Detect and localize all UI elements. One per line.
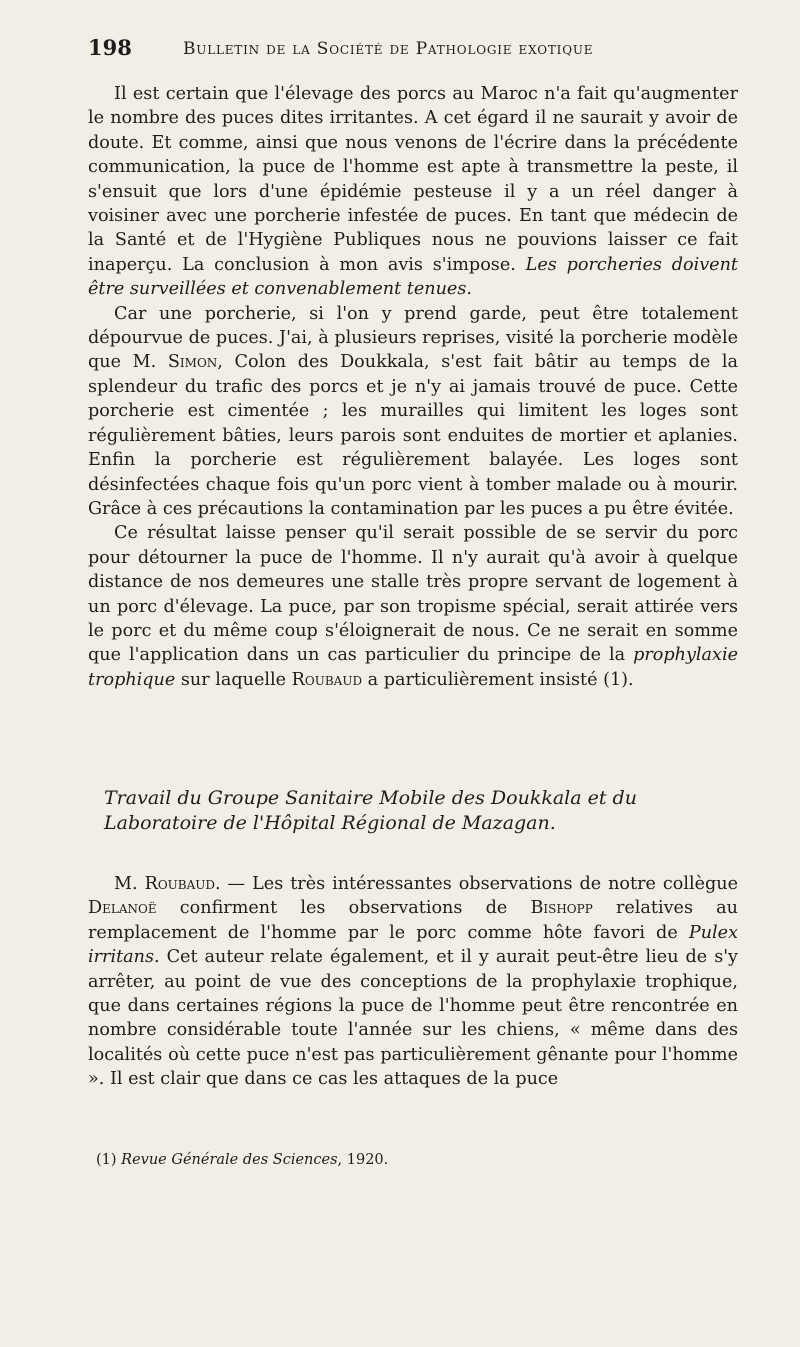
footnote <box>96 1150 388 1170</box>
footnote-year: , 1920. <box>337 1152 389 1168</box>
running-header <box>88 36 688 61</box>
person-name: Roubaud <box>291 669 363 690</box>
person-name: Roubaud <box>144 874 215 894</box>
journal-title: Bulletin de la Société de Pathologie exotique <box>183 39 594 59</box>
discussion-body <box>88 872 738 1092</box>
footnote-marker: (1) <box>96 1152 122 1168</box>
page-number: 198 <box>88 35 132 60</box>
person-name: Simon <box>167 352 218 373</box>
emphasis: Les porcheries doivent être surveillées et convenablement tenues. <box>88 254 738 300</box>
emphasis: prophylaxie trophique <box>88 645 738 690</box>
paragraph: Il est certain que l'élevage des porcs au Maroc n'a fait qu'augmenter le nombre des puces dites irritantes. A cet égard il ne saurait y avoir de doute. Et comme, ainsi que nous venons de l'écrire dans la précédente communication, la puce de l'homme est apte à transmettre la peste, il s'ensuit que lors d'une épidémie pesteuse il y a un réel danger à voisiner avec une porcherie infestée de puces. En tant que médecin de la Santé et de l'Hygiène Publiques nous ne pouvions laisser ce fait inaperçu. La conclusion à mon avis s'impose. Les porcheries doivent être surveillées et convenablement tenues. <box>88 84 738 300</box>
species-name: Pulex irritans <box>88 922 738 968</box>
person-name: Delanoë <box>88 898 157 919</box>
article-body <box>88 82 738 692</box>
person-name: Bishopp <box>530 898 593 919</box>
footnote-source: Revue Générale des Sciences <box>121 1152 338 1168</box>
paragraph: Ce résultat laisse penser qu'il serait possible de se servir du porc pour détourner la puce de l'homme. Il n'y aurait qu'à avoir à quelque distance de nos demeures une stalle très propre servant de logement à un porc d'élevage. La puce, par son tropisme spécial, serait attirée vers le porc et du même coup s'éloignerait de nous. Ce ne serait en somme que l'application dans un cas particulier du principe de la prophylaxie trophique sur laquelle Roubaud a particulièrement insisté (1). <box>88 523 738 690</box>
paragraph: M. Roubaud. — Les très intéressantes observations de notre collègue Delanoë confirment les observations de Bishopp relatives au remplacement de l'homme par le porc comme hôte favori de Pulex irritans. Cet auteur relate également, et il y aurait peut-être lieu de s'y arrêter, au point de vue des conceptions de la prophylaxie trophique, que dans certaines régions la puce de l'homme peut être rencontrée en nombre considérable toute l'année sur les chiens, « même dans des localités où cette puce n'est pas particulièrement gênante pour l'homme ». Il est clair que dans ce cas les attaques de la puce <box>88 874 739 1090</box>
affiliation-credit: Travail du Groupe Sanitaire Mobile des Doukkala et du Laboratoire de l'Hôpital Régional de Mazagan. <box>104 787 637 834</box>
paragraph: Car une porcherie, si l'on y prend garde, peut être totalement dépourvue de puces. J'ai, à plusieurs reprises, visité la porcherie modèle que M. Simon, Colon des Doukkala, s'est fait bâtir au temps de la splendeur du trafic des porcs et je n'y ai jamais trouvé de puce. Cette porcherie est cimentée ; les murailles qui limitent les loges sont régulièrement bâties, leurs parois sont enduites de mortier et aplanies. Enfin la porcherie est régulièrement balayée. Les loges sont désinfectées chaque fois qu'un porc vient à tomber malade ou à mourir. Grâce à ces précautions la contamination par les puces a pu être évitée. <box>88 303 738 519</box>
